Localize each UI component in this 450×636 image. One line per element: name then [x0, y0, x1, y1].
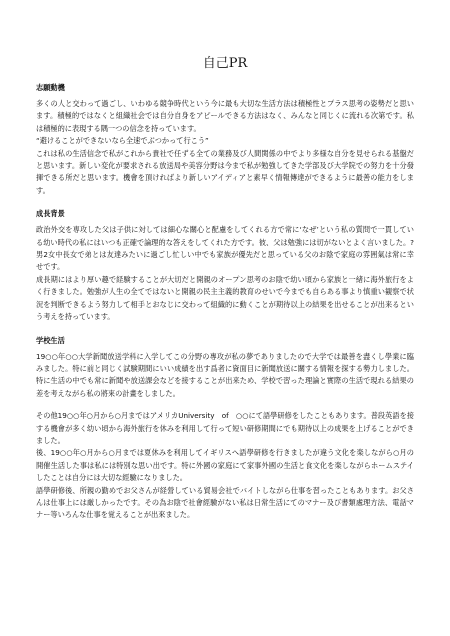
- paragraph: その他19○○年○月から○月まではアメリカUniversity of ○○にて語學研修をしたこともあります。普段英語を接する機會が多く幼い頃から海外旅行を休みを利用して行って短い研修期間にでも期待以上の成果を上げることができました。: [36, 411, 414, 445]
- paragraph: 政治外交を専攻した父は子供に対しては細心な關心と配慮をしてくれる方で常に‘なぜ’という私の質問で一貫している幼い時代の私にはいつも正確で論理的な答えをしてくれた方です。彼、父は勉強には切がないとよく言いました。?男2女中長女で弟とは友達みたいに過ごし忙しい中でも家族が優先だと思っている父のお陰で家庭の雰囲氣は常に幸せです。: [36, 225, 414, 272]
- paragraph: 後、19○○年○月から○月までは夏休みを利用してイギリスへ語學研修を行きましたが違う文化を楽しながら○月の開催生活した事は私には特別な思い出です。特に外國の家庭にて家事外國の生活と食文化を楽しながらホームステイしたことは自分には大切な經驗になりました。: [36, 448, 414, 483]
- document-body: [36, 82, 414, 522]
- section-heading: 成長背景: [36, 209, 65, 219]
- section-heading: 志願動機: [36, 83, 65, 92]
- page-title: 自己PR: [202, 56, 248, 71]
- paragraph: 多くの人と交わって過ごし、いわゆる競争時代という今に最も大切な生活方法は積極性とプラス思考の姿勢だと思います。積極的ではなくと組織社会では自分自身をアピールできる方法はなく、みんなと同じくに流れる次第です。私は積極的に表現する隅一つの信念を持っています。: [36, 99, 414, 133]
- section-heading: 学校生活: [36, 335, 65, 345]
- section-school-life: [36, 335, 414, 522]
- paragraph: 19○○年○○大学新聞放送学科に入学してこの分野の專攻が私の夢でありましたので大学では最善を盡くし學業に臨みました。特に前と同じく試験期間にいい成績を出す爲者に資面目に新聞放送に關する情報を探する勢力しました。特に生活の中でも常に新聞や放送課会などを接することが出来ため、学校で習った理論と實際の生活で現れる結果の差を考えながら私の將來の計畫をしました。: [36, 351, 414, 398]
- paragraph: 成長期にはより厚い趣で経験することが大切だと開親のオープン思考のお陰で幼い頃から家族と一緒に海外旅行をよく行きました。勉強が人生の全てではないと開親の民主主義的教育のせいで今までも自らある事より慎重い観察で状況を判断できるよう努力して相手とおなじに交わって組織的に動くことが期待以上の結果を出せることが出来るという考えを持っています。: [36, 274, 414, 322]
- section-motivation: [36, 82, 414, 197]
- paragraph: これは私の生活信念で私がこれから貴社で任ずる全ての業務及び人間関係の中でより多様な自分を見せられる基盤だと思います。新しい変化が要求される放送局や美容分野は今まで私が勉強してきた学部及び大学院での努力を十分發揮できる所だと思います。機會を頂ければより新しいアイディアと素早く情報傳達ができるように最善の能力をします。: [36, 148, 414, 195]
- section-background: [36, 208, 414, 323]
- paragraph: 語學研修後、所親の勤めでお父さんが経營している貿易会社でバイトしながら仕事を習ったこともあります。お父さんは仕事上には厳しかったです。その為お陰で社會經驗がない私は日常生活にてのマナー及び書類處理方法、電話マナー等いろんな仕事を覚えることが出來ました。: [36, 485, 414, 520]
- motto-quote: “避けることができないなら全速でぶつかって行こう”: [36, 136, 209, 146]
